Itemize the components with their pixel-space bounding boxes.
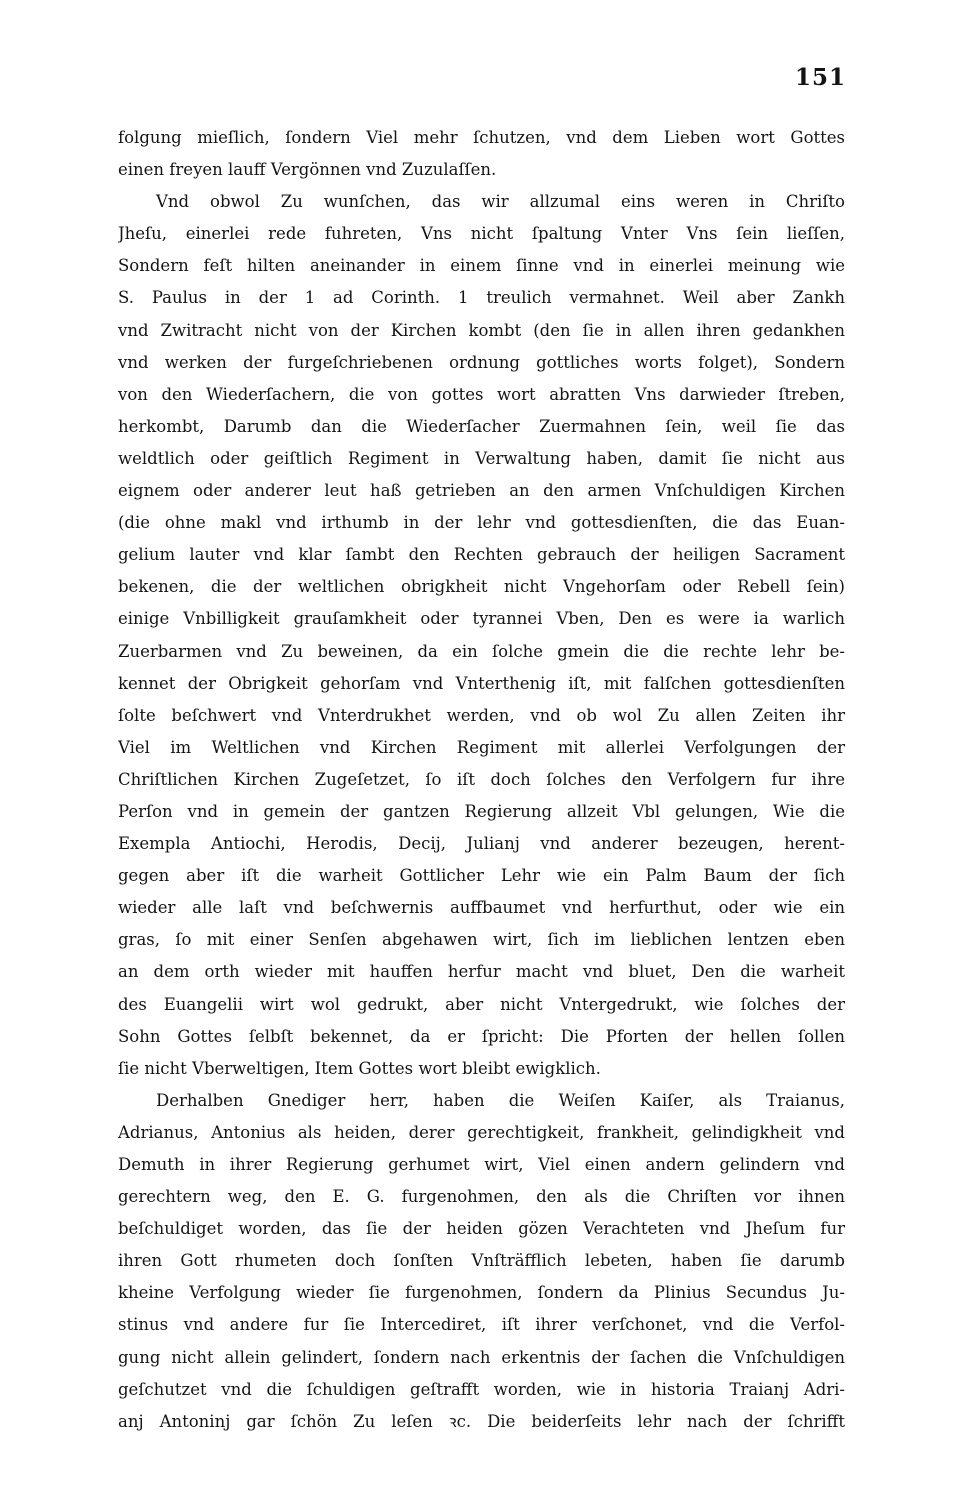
- text-line: ſie nicht Vberweltigen, Item Gottes wort bleibt ewigklich.: [118, 1058, 601, 1078]
- text-line: herkombt, Darumb dan die Wiederſacher Zuermahnen ſein, weil ſie das: [118, 416, 845, 436]
- text-line: Derhalben Gnediger herr, haben die Weiſen Kaiſer, als Traianus,: [156, 1090, 845, 1110]
- text-line: Chriſtlichen Kirchen Zugeſetzet, ſo iſt doch ſolches den Verfolgern fur ihre: [118, 769, 845, 789]
- text-line: ſolte beſchwert vnd Vnterdrukhet werden, vnd ob wol Zu allen Zeiten ihr: [118, 705, 845, 725]
- text-line: stinus vnd andere fur ſie Intercediret, iſt ihrer verſchonet, vnd die Verfol-: [118, 1315, 845, 1335]
- text-line: anj Antoninj gar ſchön Zu leſen ꝛc. Die beiderſeits lehr nach der ſchrifft: [118, 1411, 845, 1431]
- body-text: [118, 122, 845, 1438]
- text-line: vnd werken der furgeſchriebenen ordnung gottliches worts folget), Sondern: [118, 352, 845, 372]
- text-line: gerechtern weg, den E. G. furgenohmen, den als die Chriſten vor ihnen: [118, 1187, 845, 1207]
- text-line: geſchutzet vnd die ſchuldigen geſtrafft worden, wie in historia Traianj Adri-: [118, 1379, 845, 1399]
- text-line: weldtlich oder geiſtlich Regiment in Verwaltung haben, damit ſie nicht aus: [118, 448, 845, 468]
- text-line: ihren Gott rhumeten doch ſonſten Vnſträfflich lebeten, haben ſie darumb: [118, 1251, 845, 1271]
- text-line: beſchuldiget worden, das ſie der heiden gözen Verachteten vnd Jheſum fur: [118, 1219, 845, 1239]
- text-line: einige Vnbilligkeit grauſamkheit oder tyrannei Vben, Den es were ia warlich: [118, 609, 845, 629]
- text-line: bekenen, die der weltlichen obrigkheit nicht Vngehorſam oder Rebell ſein): [118, 577, 845, 597]
- text-line: gelium lauter vnd klar ſambt den Rechten gebrauch der heiligen Sacrament: [118, 545, 845, 565]
- text-line: Zuerbarmen vnd Zu beweinen, da ein ſolche gmein die die rechte lehr be-: [118, 641, 845, 661]
- text-line: (die ohne makl vnd irthumb in der lehr vnd gottesdienſten, die das Euan-: [118, 513, 845, 533]
- text-line: Viel im Weltlichen vnd Kirchen Regiment mit allerlei Verfolgungen der: [118, 737, 845, 757]
- text-line: Perſon vnd in gemein der gantzen Regierung allzeit Vbl gelungen, Wie die: [118, 801, 845, 821]
- text-line: kheine Verfolgung wieder ſie furgenohmen, ſondern da Plinius Secundus Ju-: [118, 1283, 845, 1303]
- text-line: kennet der Obrigkeit gehorſam vnd Vnterthenig iſt, mit falſchen gottesdienſten: [118, 673, 845, 693]
- text-line: Sohn Gottes ſelbſt bekennet, da er ſpricht: Die Pforten der hellen ſollen: [118, 1026, 845, 1046]
- text-line: eignem oder anderer leut haß getrieben an den armen Vnſchuldigen Kirchen: [118, 481, 845, 501]
- text-line: an dem orth wieder mit hauffen herfur macht vnd bluet, Den die warheit: [118, 962, 845, 982]
- page-number: 151: [794, 64, 846, 91]
- text-line: wieder alle laſt vnd beſchwernis auffbaumet vnd herfurthut, oder wie ein: [118, 898, 845, 918]
- text-line: Adrianus, Antonius als heiden, derer gerechtigkeit, frankheit, gelindigkheit vnd: [118, 1122, 845, 1142]
- text-line: Demuth in ihrer Regierung gerhumet wirt, Viel einen andern gelindern vnd: [118, 1155, 845, 1174]
- text-line: einen freyen lauff Vergönnen vnd Zuzulaſſen.: [118, 160, 497, 180]
- text-line: von den Wiederſachern, die von gottes wort abratten Vns darwieder ſtreben,: [118, 384, 845, 404]
- text-line: vnd Zwitracht nicht von der Kirchen kombt (den ſie in allen ihren gedankhen: [118, 320, 845, 340]
- text-line: Jheſu, einerlei rede fuhreten, Vns nicht ſpaltung Vnter Vns ſein lieſſen,: [118, 224, 845, 244]
- text-line: gras, ſo mit einer Senſen abgehawen wirt, ſich im lieblichen lentzen eben: [118, 930, 845, 950]
- text-line: Sondern feſt hilten aneinander in einem ſinne vnd in einerlei meinung wie: [118, 256, 845, 276]
- text-line: gung nicht allein gelindert, ſondern nach erkentnis der ſachen die Vnſchuldigen: [118, 1347, 845, 1367]
- text-line: Exempla Antiochi, Herodis, Decij, Julianj vnd anderer bezeugen, herent-: [118, 834, 845, 854]
- text-line: folgung mieſlich, ſondern Viel mehr ſchutzen, vnd dem Lieben wort Gottes: [118, 128, 845, 147]
- text-line: Vnd obwol Zu wunſchen, das wir allzumal eins weren in Chriſto: [156, 192, 845, 212]
- text-line: S. Paulus in der 1 ad Corinth. 1 treulich vermahnet. Weil aber Zankh: [118, 288, 845, 308]
- text-line: des Euangelii wirt wol gedrukt, aber nicht Vntergedrukt, wie ſolches der: [118, 994, 845, 1014]
- text-line: gegen aber iſt die warheit Gottlicher Lehr wie ein Palm Baum der ſich: [118, 866, 845, 886]
